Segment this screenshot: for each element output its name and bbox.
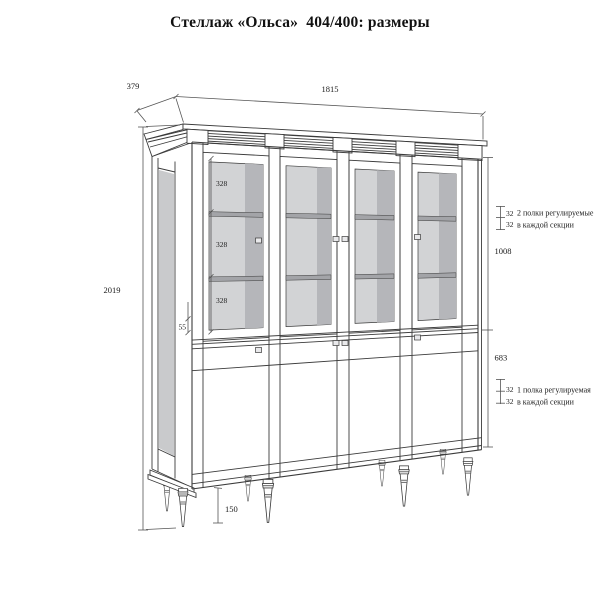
label-shelf-gap-3: 328 <box>216 296 228 305</box>
dim-upper-steps <box>496 206 505 230</box>
label-upper-step-1: 32 <box>506 209 514 218</box>
handle <box>333 237 339 242</box>
handle <box>256 348 262 353</box>
shelf-edge <box>355 215 394 220</box>
shelf-edge <box>418 216 456 221</box>
shelf-edge <box>355 274 394 279</box>
handle <box>342 237 348 242</box>
label-upper-height: 1008 <box>494 246 512 256</box>
note-lower-shelf-2: в каждой секции <box>517 397 574 407</box>
handle <box>256 238 262 243</box>
middle-rail <box>192 325 478 371</box>
label-lower-step-2: 32 <box>506 397 514 406</box>
label-rail: 55 <box>178 322 186 332</box>
note-lower-shelf-1: 1 полка регулируемая <box>517 385 591 395</box>
label-lower-step-1: 32 <box>506 385 514 394</box>
shelf-edge <box>209 212 263 218</box>
handle <box>333 341 339 346</box>
shelf-edge <box>286 213 331 218</box>
note-upper-shelves-1: 2 полки регулируемые <box>517 208 594 218</box>
label-depth: 379 <box>126 81 140 91</box>
glass-door-3 <box>349 160 400 333</box>
glass-door-4 <box>412 164 462 330</box>
label-shelf-gap-1: 328 <box>216 179 228 188</box>
label-upper-step-2: 32 <box>506 220 514 229</box>
cabinet-drawing <box>144 124 487 527</box>
dim-depth <box>135 94 179 122</box>
handle <box>342 341 348 346</box>
shelf-edge <box>418 273 456 278</box>
shelf-edge <box>286 275 331 280</box>
dim-rail <box>186 302 191 335</box>
label-width: 1815 <box>321 84 339 94</box>
glass-door-2 <box>280 156 337 336</box>
cornice <box>144 124 487 161</box>
dim-leg-height <box>213 488 223 523</box>
dim-lower-steps <box>496 379 505 404</box>
handle <box>415 335 421 340</box>
label-height: 2019 <box>103 285 121 295</box>
side-shade <box>159 170 174 456</box>
glass-door-1 <box>203 152 269 341</box>
front-legs <box>178 458 473 527</box>
shelf-edge <box>209 276 263 281</box>
note-upper-shelves-2: в каждой секции <box>517 220 574 230</box>
left-side-panel <box>148 143 196 498</box>
page-title: Стеллаж «Ольса» 404/400: размеры <box>170 14 430 31</box>
label-leg-height: 150 <box>225 504 238 514</box>
dim-sections <box>481 158 493 448</box>
label-lower-height: 683 <box>494 352 508 363</box>
handle <box>415 235 421 240</box>
label-shelf-gap-2: 328 <box>216 240 228 249</box>
